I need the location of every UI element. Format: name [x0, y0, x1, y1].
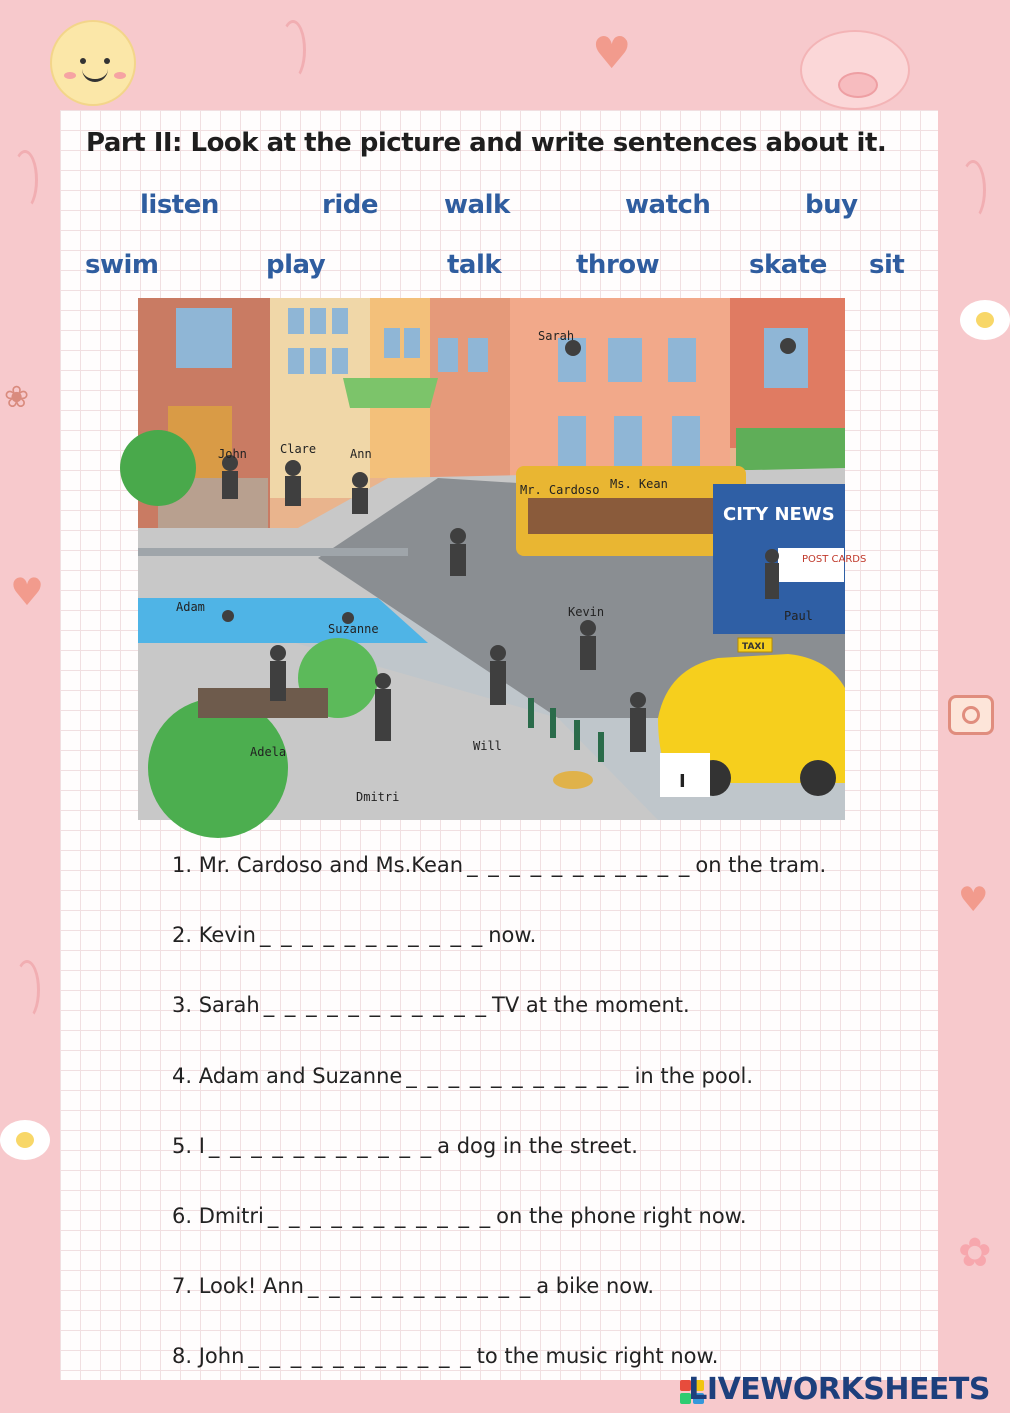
street-scene-picture	[138, 298, 867, 820]
camera-lens	[962, 706, 980, 724]
sentence-8	[172, 1344, 718, 1368]
name-label: Ann	[350, 447, 372, 461]
street-scene-illustration	[138, 298, 867, 820]
flower-icon: ❀	[4, 380, 30, 415]
name-label: Adela	[250, 745, 287, 759]
taxi-wheel	[800, 760, 836, 796]
camera-icon	[948, 695, 994, 735]
bench	[198, 688, 328, 718]
egg-decoration	[960, 300, 1010, 340]
sentence-text: 8. John	[172, 1344, 245, 1368]
name-label: Will	[473, 739, 502, 753]
tram-windows	[528, 498, 728, 534]
squiggle-decoration	[280, 20, 306, 80]
answer-blank[interactable]: _ _ _ _ _ _ _ _ _ _ _	[263, 993, 488, 1017]
sun-mouth	[82, 68, 108, 82]
sentence-5	[172, 1134, 638, 1158]
word-bank-item: talk	[447, 250, 502, 280]
sun-eye	[104, 58, 110, 64]
word-bank-item: listen	[140, 190, 219, 220]
squiggle-decoration	[14, 960, 40, 1020]
sentence-text: on the tram.	[695, 853, 827, 877]
answer-blank[interactable]: _ _ _ _ _ _ _ _ _ _ _	[307, 1274, 533, 1298]
name-label: Paul	[784, 609, 813, 623]
awning	[343, 378, 438, 408]
shop-sign: CITY NEWS	[723, 504, 835, 525]
answer-blank[interactable]: _ _ _ _ _ _ _ _ _ _ _	[259, 923, 485, 947]
fence	[138, 548, 408, 556]
sentence-text: TV at the moment.	[492, 993, 690, 1017]
sun-blush	[114, 72, 126, 79]
word-bank-item: watch	[625, 190, 711, 220]
sentence-text: 3. Sarah	[172, 993, 260, 1017]
name-label: Suzanne	[328, 622, 379, 636]
brand-watermark[interactable]: LIVEWORKSHEETS	[688, 1372, 990, 1407]
name-label: Sarah	[538, 329, 575, 343]
taxi-sign-text: TAXI	[742, 642, 765, 652]
name-label: Clare	[280, 442, 317, 456]
sentence-text: to the music right now.	[476, 1344, 719, 1368]
sentence-text: 2. Kevin	[172, 923, 256, 947]
sun-eye	[80, 58, 86, 64]
answer-blank[interactable]: _ _ _ _ _ _ _ _ _ _ _	[248, 1344, 473, 1368]
sentence-text: in the pool.	[634, 1064, 754, 1088]
name-label: Adam	[176, 600, 205, 614]
sentence-text: a bike now.	[536, 1274, 655, 1298]
postcards-sign: POST CARDS	[802, 554, 867, 565]
name-label: Mr. Cardoso	[520, 483, 600, 497]
word-bank-item: ride	[322, 190, 378, 220]
sentence-text: 5. I	[172, 1134, 205, 1158]
dog	[553, 771, 593, 789]
sentence-text: now.	[488, 923, 537, 947]
sentence-text: 4. Adam and Suzanne	[172, 1064, 403, 1088]
word-bank-item: skate	[749, 250, 827, 280]
pig-decoration	[800, 30, 910, 110]
building	[430, 298, 510, 478]
name-label: Dmitri	[356, 790, 400, 804]
squiggle-decoration	[960, 160, 986, 220]
sentence-text: on the phone right now.	[496, 1204, 747, 1228]
sentence-text: 7. Look! Ann	[172, 1274, 304, 1298]
heart-icon: ♥	[10, 570, 45, 614]
sentence-text: a dog in the street.	[437, 1134, 638, 1158]
answer-blank[interactable]: _ _ _ _ _ _ _ _ _ _ _	[406, 1064, 631, 1088]
marker-label: I	[679, 771, 686, 792]
egg-decoration	[0, 1120, 50, 1160]
sentence-2	[172, 923, 536, 947]
name-label: Kevin	[568, 605, 605, 619]
sentence-4	[172, 1064, 753, 1088]
page-title: Part II: Look at the picture and write sentences about it.	[86, 128, 887, 158]
sun-blush	[64, 72, 76, 79]
sentence-3	[172, 993, 690, 1017]
sentence-7	[172, 1274, 654, 1298]
heart-icon: ♥	[958, 880, 989, 920]
squiggle-decoration	[12, 150, 38, 210]
word-bank-item: sit	[869, 250, 905, 280]
word-bank-item: swim	[85, 250, 159, 280]
word-bank-item: throw	[576, 250, 660, 280]
sentence-1	[172, 853, 826, 877]
answer-blank[interactable]: _ _ _ _ _ _ _ _ _ _ _	[467, 853, 692, 877]
word-bank-item: play	[266, 250, 326, 280]
sentence-text: 1. Mr. Cardoso and Ms.Kean	[172, 853, 464, 877]
heart-icon: ♥	[592, 28, 632, 79]
answer-blank[interactable]: _ _ _ _ _ _ _ _ _ _ _	[267, 1204, 493, 1228]
tree	[148, 698, 288, 838]
awning	[736, 428, 845, 470]
sun-decoration	[50, 20, 136, 106]
flower-icon: ✿	[958, 1230, 992, 1276]
answer-blank[interactable]: _ _ _ _ _ _ _ _ _ _ _	[208, 1134, 434, 1158]
word-bank-item: walk	[444, 190, 510, 220]
name-label: John	[218, 447, 247, 461]
name-label: Ms. Kean	[610, 477, 668, 491]
word-bank-item: buy	[805, 190, 858, 220]
tree	[120, 430, 196, 506]
sentence-6	[172, 1204, 747, 1228]
pig-nose	[838, 72, 878, 98]
sentence-text: 6. Dmitri	[172, 1204, 264, 1228]
